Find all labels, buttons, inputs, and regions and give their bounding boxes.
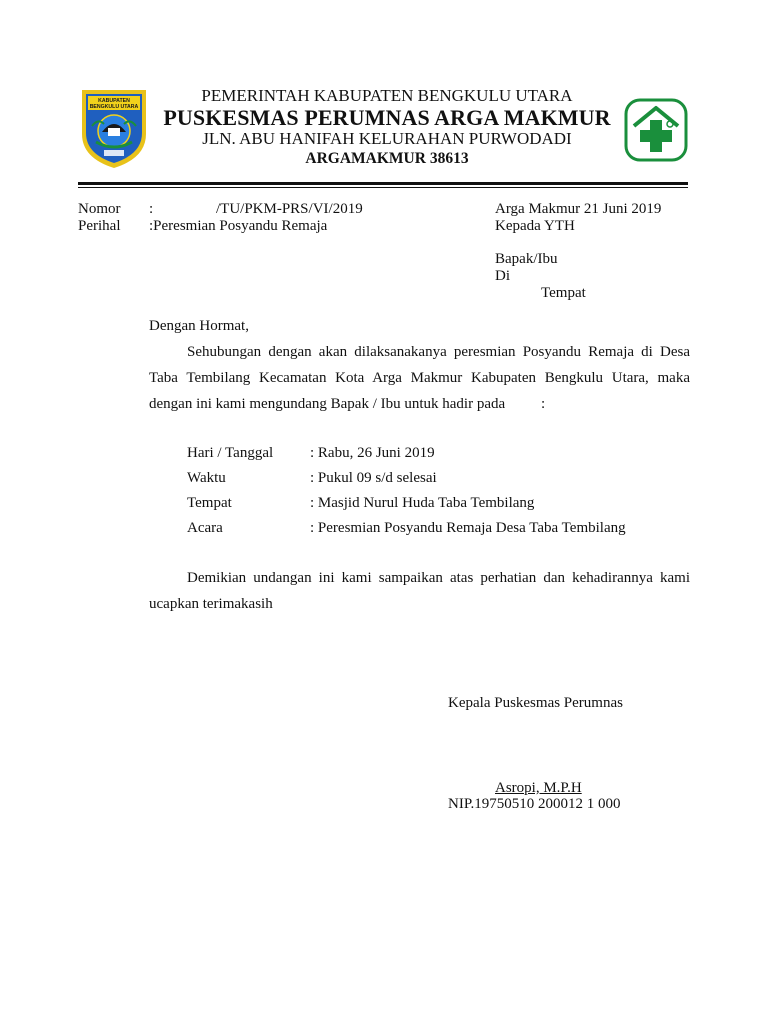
letterhead-divider-thick [78, 182, 688, 185]
emblem-text-2: BENGKULU UTARA [89, 104, 139, 110]
perihal-label: Perihal [78, 218, 121, 234]
letterhead-city: ARGAMAKMUR 38613 [305, 150, 469, 167]
paragraph-line-3: dengan ini kami mengundang Bapak / Ibu untuk hadir pada [149, 396, 506, 412]
kepada-yth: Kepada YTH [495, 218, 575, 234]
signatory-name: Asropi, M.P.H [495, 780, 582, 796]
letterhead-institution: PUSKESMAS PERUMNAS ARGA MAKMUR [163, 105, 611, 130]
puskesmas-logo-icon [624, 98, 688, 162]
letter-date: Arga Makmur 21 Juni 2019 [495, 201, 662, 217]
letterhead-government: PEMERINTAH KABUPATEN BENGKULU UTARA [201, 86, 573, 105]
paragraph-line-3-colon: : [541, 396, 546, 412]
detail-label: Hari / Tanggal [187, 445, 274, 461]
detail-value: : Masjid Nurul Huda Taba Tembilang [310, 495, 535, 511]
detail-value: : Rabu, 26 Juni 2019 [310, 445, 435, 461]
recipient: Bapak/Ibu [495, 251, 558, 267]
detail-value: : Peresmian Posyandu Remaja Desa Taba Tembilang [310, 520, 626, 536]
nomor-colon: : [149, 201, 154, 217]
detail-label: Tempat [187, 495, 232, 511]
recipient-place: Tempat [541, 285, 586, 301]
detail-value: : Pukul 09 s/d selesai [310, 470, 437, 486]
signatory-title: Kepala Puskesmas Perumnas [448, 695, 623, 711]
signatory-nip: NIP.19750510 200012 1 000 [448, 796, 621, 812]
letterhead-address: JLN. ABU HANIFAH KELURAHAN PURWODADI [202, 129, 572, 148]
emblem-text-1: KABUPATEN [98, 98, 130, 104]
closing-line-2: ucapkan terimakasih [149, 596, 273, 612]
paragraph-line-1: Sehubungan dengan akan dilaksanakanya peresmian Posyandu Remaja di Desa [187, 344, 690, 360]
letterhead-divider-thin [78, 187, 688, 188]
detail-label: Acara [187, 520, 223, 536]
perihal-value: :Peresmian Posyandu Remaja [149, 218, 328, 234]
nomor-value: /TU/PKM-PRS/VI/2019 [216, 201, 363, 217]
kabupaten-emblem-icon [78, 86, 150, 170]
detail-label: Waktu [187, 470, 226, 486]
paragraph-line-2: Taba Tembilang Kecamatan Kota Arga Makmur Kabupaten Bengkulu Utara, maka [149, 370, 690, 386]
closing-line-1: Demikian undangan ini kami sampaikan atas perhatian dan kehadirannya kami [187, 570, 690, 586]
greeting: Dengan Hormat, [149, 318, 249, 334]
recipient-di: Di [495, 268, 510, 284]
nomor-label: Nomor [78, 201, 121, 217]
